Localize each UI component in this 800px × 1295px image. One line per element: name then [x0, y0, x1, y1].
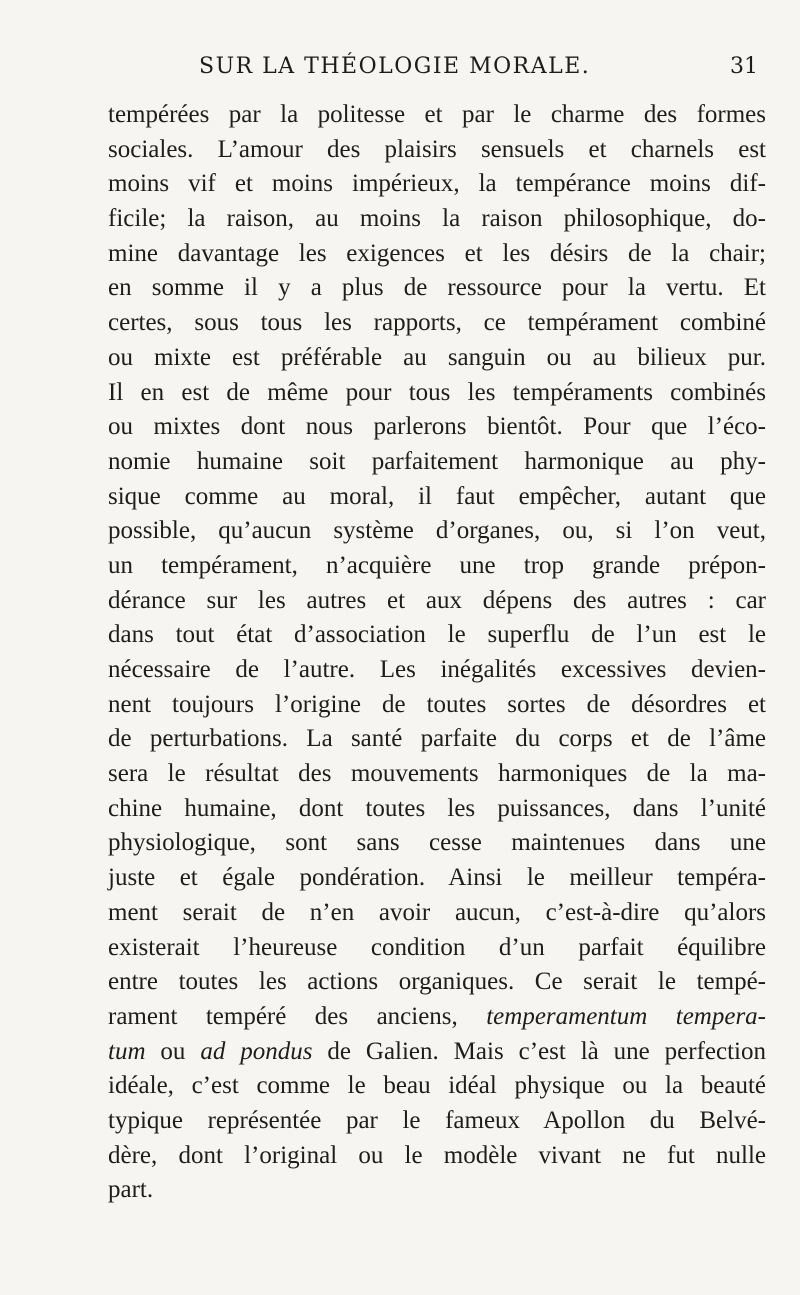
text-line: nent toujours l’origine de toutes sortes de désordres et [108, 690, 766, 718]
text-line: ment serait de n’en avoir aucun, c’est-à-dire qu’alors [108, 898, 766, 926]
text-line: certes, sous tous les rapports, ce tempérament combiné [108, 309, 766, 337]
text-segment: de Galien. Mais c’est là une perfection [312, 1037, 766, 1065]
text-line: juste et égale pondération. Ainsi le meilleur tempéra- [108, 864, 766, 892]
text-line: Il en est de même pour tous les tempéraments combinés [108, 378, 766, 406]
text-line-with-italics [108, 1035, 766, 1070]
text-line: idéale, c’est comme le beau idéal physique ou la beauté [108, 1072, 766, 1100]
text-line: un tempérament, n’acquière une trop grande prépon- [108, 551, 766, 579]
text-line: ficile; la raison, au moins la raison philosophique, do- [108, 205, 766, 233]
text-line-with-italics [108, 1000, 766, 1035]
text-line: moins vif et moins impérieux, la tempérance moins dif- [108, 170, 766, 198]
text-line: entre toutes les actions organiques. Ce serait le tempé- [108, 968, 766, 996]
text-line: sociales. L’amour des plaisirs sensuels et charnels est [108, 135, 766, 163]
text-line: dère, dont l’original ou le modèle vivant ne fut nulle [108, 1141, 766, 1169]
text-line: dérance sur les autres et aux dépens des autres : car [108, 586, 766, 614]
text-line-last: part. [108, 1176, 154, 1204]
text-line: typique représentée par le fameux Apollon du Belvé- [108, 1106, 766, 1134]
text-line: sique comme au moral, il faut empêcher, autant que [108, 482, 766, 510]
text-line: physiologique, sont sans cesse maintenues dans une [108, 829, 766, 857]
running-title: SUR LA THÉOLOGIE MORALE. [199, 54, 591, 79]
text-line: de perturbations. La santé parfaite du corps et de l’âme [108, 725, 766, 753]
text-line: en somme il y a plus de ressource pour la vertu. Et [108, 274, 766, 302]
text-line: sera le résultat des mouvements harmoniques de la ma- [108, 760, 766, 788]
body-text [108, 98, 766, 1208]
latin-phrase: tum [108, 1037, 146, 1065]
text-line: ou mixte est préférable au sanguin ou au bilieux pur. [108, 343, 766, 371]
text-line: dans tout état d’association le superflu de l’un est le [108, 621, 766, 649]
text-line: nécessaire de l’autre. Les inégalités excessives devien- [108, 656, 766, 683]
text-line: possible, qu’aucun système d’organes, ou, si l’on veut, [108, 517, 766, 545]
text-line: nomie humaine soit parfaitement harmonique au phy- [108, 447, 766, 475]
text-line: existerait l’heureuse condition d’un parfait équilibre [108, 933, 766, 961]
latin-phrase: ad pondus [200, 1037, 313, 1065]
text-line: mine davantage les exigences et les désirs de la chair; [108, 239, 766, 267]
text-segment: ou [145, 1037, 201, 1065]
text-segment: rament tempéré des anciens, [108, 1002, 487, 1030]
text-line: tempérées par la politesse et par le charme des formes [108, 101, 766, 128]
latin-phrase: temperamentum tempera- [486, 1002, 766, 1030]
text-line: chine humaine, dont toutes les puissances, dans l’unité [108, 794, 766, 822]
page-number: 31 [730, 54, 758, 79]
running-head [110, 54, 758, 88]
text-line: ou mixtes dont nous parlerons bientôt. Pour que l’éco- [108, 413, 766, 441]
